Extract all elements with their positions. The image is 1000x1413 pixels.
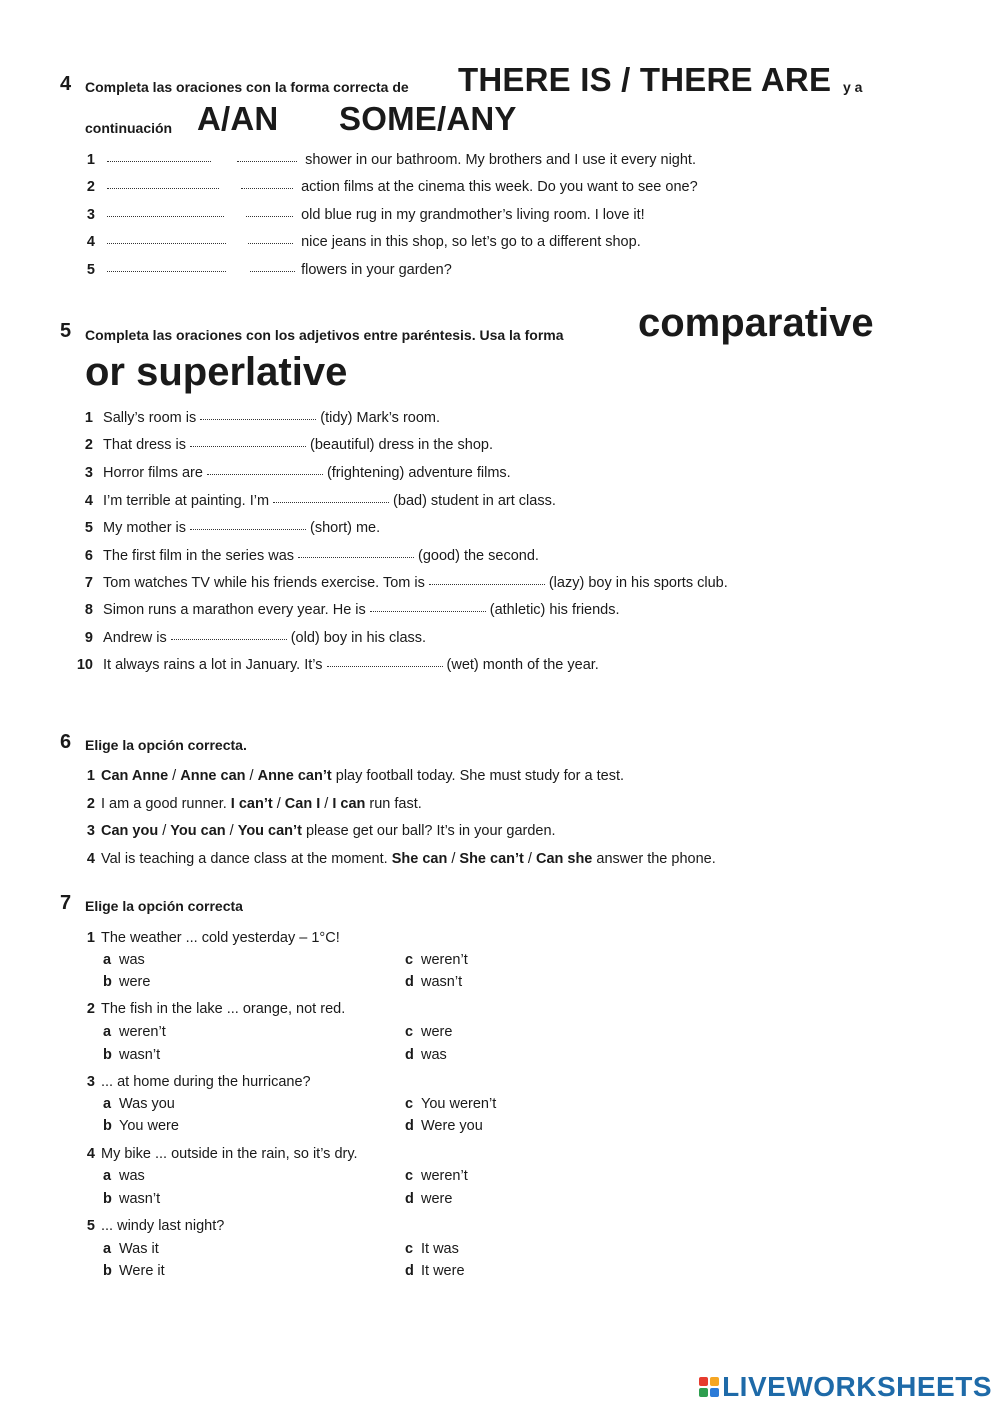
question (85, 930, 340, 946)
option-b[interactable]: b Were it (103, 1263, 165, 1279)
choice-option[interactable]: She can’t (459, 851, 524, 867)
item-text: (frightening) adventure films. (326, 465, 511, 481)
section-5-number: 5 (60, 320, 72, 342)
item-number: 5 (86, 1218, 95, 1234)
list-item (75, 575, 728, 591)
option-a[interactable]: a Was you (103, 1096, 175, 1112)
answer-blank[interactable] (190, 528, 306, 530)
list-item (75, 602, 620, 618)
option-d[interactable]: d Were you (405, 1118, 483, 1134)
section-6-number: 6 (60, 731, 72, 753)
item-text: (beautiful) dress in the shop. (310, 437, 493, 453)
question-text: ... windy last night? (101, 1218, 225, 1234)
answer-blank[interactable] (107, 160, 211, 162)
liveworksheets-logo (699, 1371, 992, 1403)
option-a[interactable]: a was (103, 1168, 145, 1184)
item-text: Horror films are (103, 465, 203, 481)
item-number: 3 (84, 465, 93, 481)
item-text: It always rains a lot in January. It’s (103, 657, 323, 673)
answer-blank[interactable] (250, 270, 295, 272)
option-d[interactable]: d It were (405, 1263, 465, 1279)
item-text: shower in our bathroom. My brothers and I use it every night. (305, 152, 696, 168)
list-item: 3 Can you / You can / You can’t please get our ball? It’s in your garden. (86, 823, 556, 839)
answer-blank[interactable] (246, 215, 293, 217)
item-text: (old) boy in his class. (290, 630, 427, 646)
item-text: answer the phone. (596, 851, 716, 867)
item-text: run fast. (369, 796, 422, 812)
item-number: 10 (76, 657, 93, 673)
item-number: 1 (86, 152, 95, 168)
item-number: 8 (84, 602, 93, 618)
list-item: 4 Val is teaching a dance class at the moment. She can / She can’t / Can she answer the phone. (86, 851, 716, 867)
option-d[interactable]: d was (405, 1047, 447, 1063)
item-number: 1 (86, 930, 95, 946)
choice-option[interactable]: Can you (101, 823, 159, 839)
section-5-instruction: Completa las oraciones con los adjetivos entre paréntesis. Usa la forma (85, 327, 564, 343)
option-c[interactable]: c weren’t (405, 1168, 468, 1184)
answer-blank[interactable] (298, 556, 414, 558)
choice-option[interactable]: Anne can’t (257, 768, 332, 784)
question (85, 1001, 345, 1017)
question (85, 1218, 224, 1234)
item-text: Sally’s room is (103, 410, 197, 426)
choice-option[interactable]: She can (391, 851, 448, 867)
answer-blank[interactable] (207, 473, 323, 475)
item-text: please get our ball? It’s in your garden. (305, 823, 556, 839)
item-number: 1 (84, 410, 93, 426)
list-item (75, 493, 556, 509)
section-5-keyword-superlative: or superlative (85, 350, 348, 394)
list-item (75, 520, 380, 536)
section-7-instruction: Elige la opción correcta (85, 898, 243, 914)
item-text: (bad) student in art class. (393, 493, 556, 509)
item-text: Tom watches TV while his friends exercise. Tom is (103, 575, 425, 591)
answer-blank[interactable] (241, 187, 293, 189)
answer-blank[interactable] (370, 610, 486, 612)
option-d[interactable]: d wasn’t (405, 974, 463, 990)
choice-option[interactable]: I can (332, 796, 366, 812)
answer-blank[interactable] (273, 501, 389, 503)
choice-option[interactable]: You can (170, 823, 226, 839)
option-a[interactable]: a was (103, 952, 145, 968)
list-item (85, 262, 452, 278)
answer-blank[interactable] (200, 418, 316, 420)
option-c[interactable]: c weren’t (405, 952, 468, 968)
option-b[interactable]: b You were (103, 1118, 179, 1134)
option-b[interactable]: b wasn’t (103, 1191, 161, 1207)
answer-blank[interactable] (327, 665, 443, 667)
answer-blank[interactable] (429, 583, 545, 585)
choice-option[interactable]: Can I (284, 796, 321, 812)
list-item: 2 I am a good runner. I can’t / Can I / I can run fast. (86, 796, 422, 812)
answer-blank[interactable] (107, 215, 224, 217)
section-4-keyword-a-an: A/AN (197, 100, 279, 137)
answer-blank[interactable] (248, 242, 293, 244)
item-text: (wet) month of the year. (446, 657, 599, 673)
list-item (75, 437, 493, 453)
option-a[interactable]: a Was it (103, 1241, 159, 1257)
item-number: 4 (86, 851, 95, 867)
question-text: ... at home during the hurricane? (101, 1074, 311, 1090)
list-item: 1 Can Anne / Anne can / Anne can’t play football today. She must study for a test. (86, 768, 625, 784)
item-text: The first film in the series was (103, 548, 295, 564)
question (85, 1074, 311, 1090)
logo-text: LIVEWORKSHEETS (722, 1371, 992, 1402)
item-text: I am a good runner. (101, 796, 227, 812)
item-text: flowers in your garden? (301, 262, 452, 278)
question-text: My bike ... outside in the rain, so it’s dry. (101, 1146, 358, 1162)
item-text: (athletic) his friends. (489, 602, 620, 618)
choice-option[interactable]: Can Anne (101, 768, 169, 784)
item-number: 2 (86, 796, 95, 812)
list-item (85, 207, 645, 223)
item-text: I’m terrible at painting. I’m (103, 493, 270, 509)
section-4-keyword-there-is: THERE IS / THERE ARE (458, 61, 832, 98)
section-4-number: 4 (60, 73, 72, 95)
option-d[interactable]: d were (405, 1191, 453, 1207)
list-item (75, 657, 599, 673)
list-item (85, 152, 696, 168)
item-number: 4 (86, 234, 95, 250)
option-b[interactable]: b wasn’t (103, 1047, 161, 1063)
section-4-instruction-continuacion: continuación (85, 120, 173, 136)
question-text: The fish in the lake ... orange, not red. (101, 1001, 346, 1017)
option-a[interactable]: a weren’t (103, 1024, 166, 1040)
list-item (75, 548, 539, 564)
answer-blank[interactable] (171, 638, 287, 640)
option-c[interactable]: c It was (405, 1241, 459, 1257)
item-text: My mother is (103, 520, 187, 536)
item-number: 2 (86, 1001, 95, 1017)
liveworksheets-logo-icon (699, 1377, 719, 1397)
list-item (75, 410, 440, 426)
item-number: 6 (84, 548, 93, 564)
answer-blank[interactable] (237, 160, 297, 162)
section-4-keyword-some-any: SOME/ANY (339, 100, 517, 137)
item-number: 4 (86, 1146, 95, 1162)
item-text: old blue rug in my grandmother’s living room. I love it! (301, 207, 645, 223)
section-7-number: 7 (60, 892, 72, 914)
answer-blank[interactable] (190, 445, 306, 447)
item-text: play football today. She must study for a test. (335, 768, 625, 784)
item-text: nice jeans in this shop, so let’s go to a different shop. (301, 234, 641, 250)
section-6-instruction: Elige la opción correcta. (85, 737, 247, 753)
option-c[interactable]: c were (405, 1024, 453, 1040)
item-text: (tidy) Mark’s room. (320, 410, 441, 426)
item-number: 2 (86, 179, 95, 195)
section-4-instruction-cont: y a (843, 79, 863, 95)
choice-option[interactable]: You can’t (237, 823, 302, 839)
item-number: 2 (84, 437, 93, 453)
item-text: Andrew is (103, 630, 167, 646)
option-b[interactable]: b were (103, 974, 151, 990)
item-number: 3 (86, 1074, 95, 1090)
list-item (75, 465, 511, 481)
item-number: 1 (86, 768, 95, 784)
answer-blank[interactable] (107, 270, 226, 272)
choice-option[interactable]: Can she (535, 851, 593, 867)
item-number: 7 (84, 575, 93, 591)
list-item (85, 234, 641, 250)
question-text: The weather ... cold yesterday – 1°C! (101, 930, 340, 946)
item-number: 5 (86, 262, 95, 278)
item-number: 3 (86, 207, 95, 223)
answer-blank[interactable] (107, 187, 219, 189)
item-text: (short) me. (310, 520, 381, 536)
choice-option[interactable]: I can’t (230, 796, 273, 812)
item-text: Val is teaching a dance class at the moment. (101, 851, 388, 867)
item-number: 5 (84, 520, 93, 536)
item-text: (lazy) boy in his sports club. (548, 575, 728, 591)
answer-blank[interactable] (107, 242, 226, 244)
item-number: 9 (84, 630, 93, 646)
question (85, 1146, 358, 1162)
item-text: (good) the second. (418, 548, 539, 564)
item-text: action films at the cinema this week. Do you want to see one? (301, 179, 698, 195)
choice-option[interactable]: Anne can (180, 768, 246, 784)
section-5-keyword-comparative: comparative (638, 301, 874, 345)
item-number: 3 (86, 823, 95, 839)
list-item (85, 179, 698, 195)
item-number: 4 (84, 493, 93, 509)
section-4-instruction: Completa las oraciones con la forma correcta de (85, 79, 409, 95)
list-item (75, 630, 426, 646)
item-text: That dress is (103, 437, 187, 453)
item-text: Simon runs a marathon every year. He is (103, 602, 366, 618)
option-c[interactable]: c You weren’t (405, 1096, 497, 1112)
